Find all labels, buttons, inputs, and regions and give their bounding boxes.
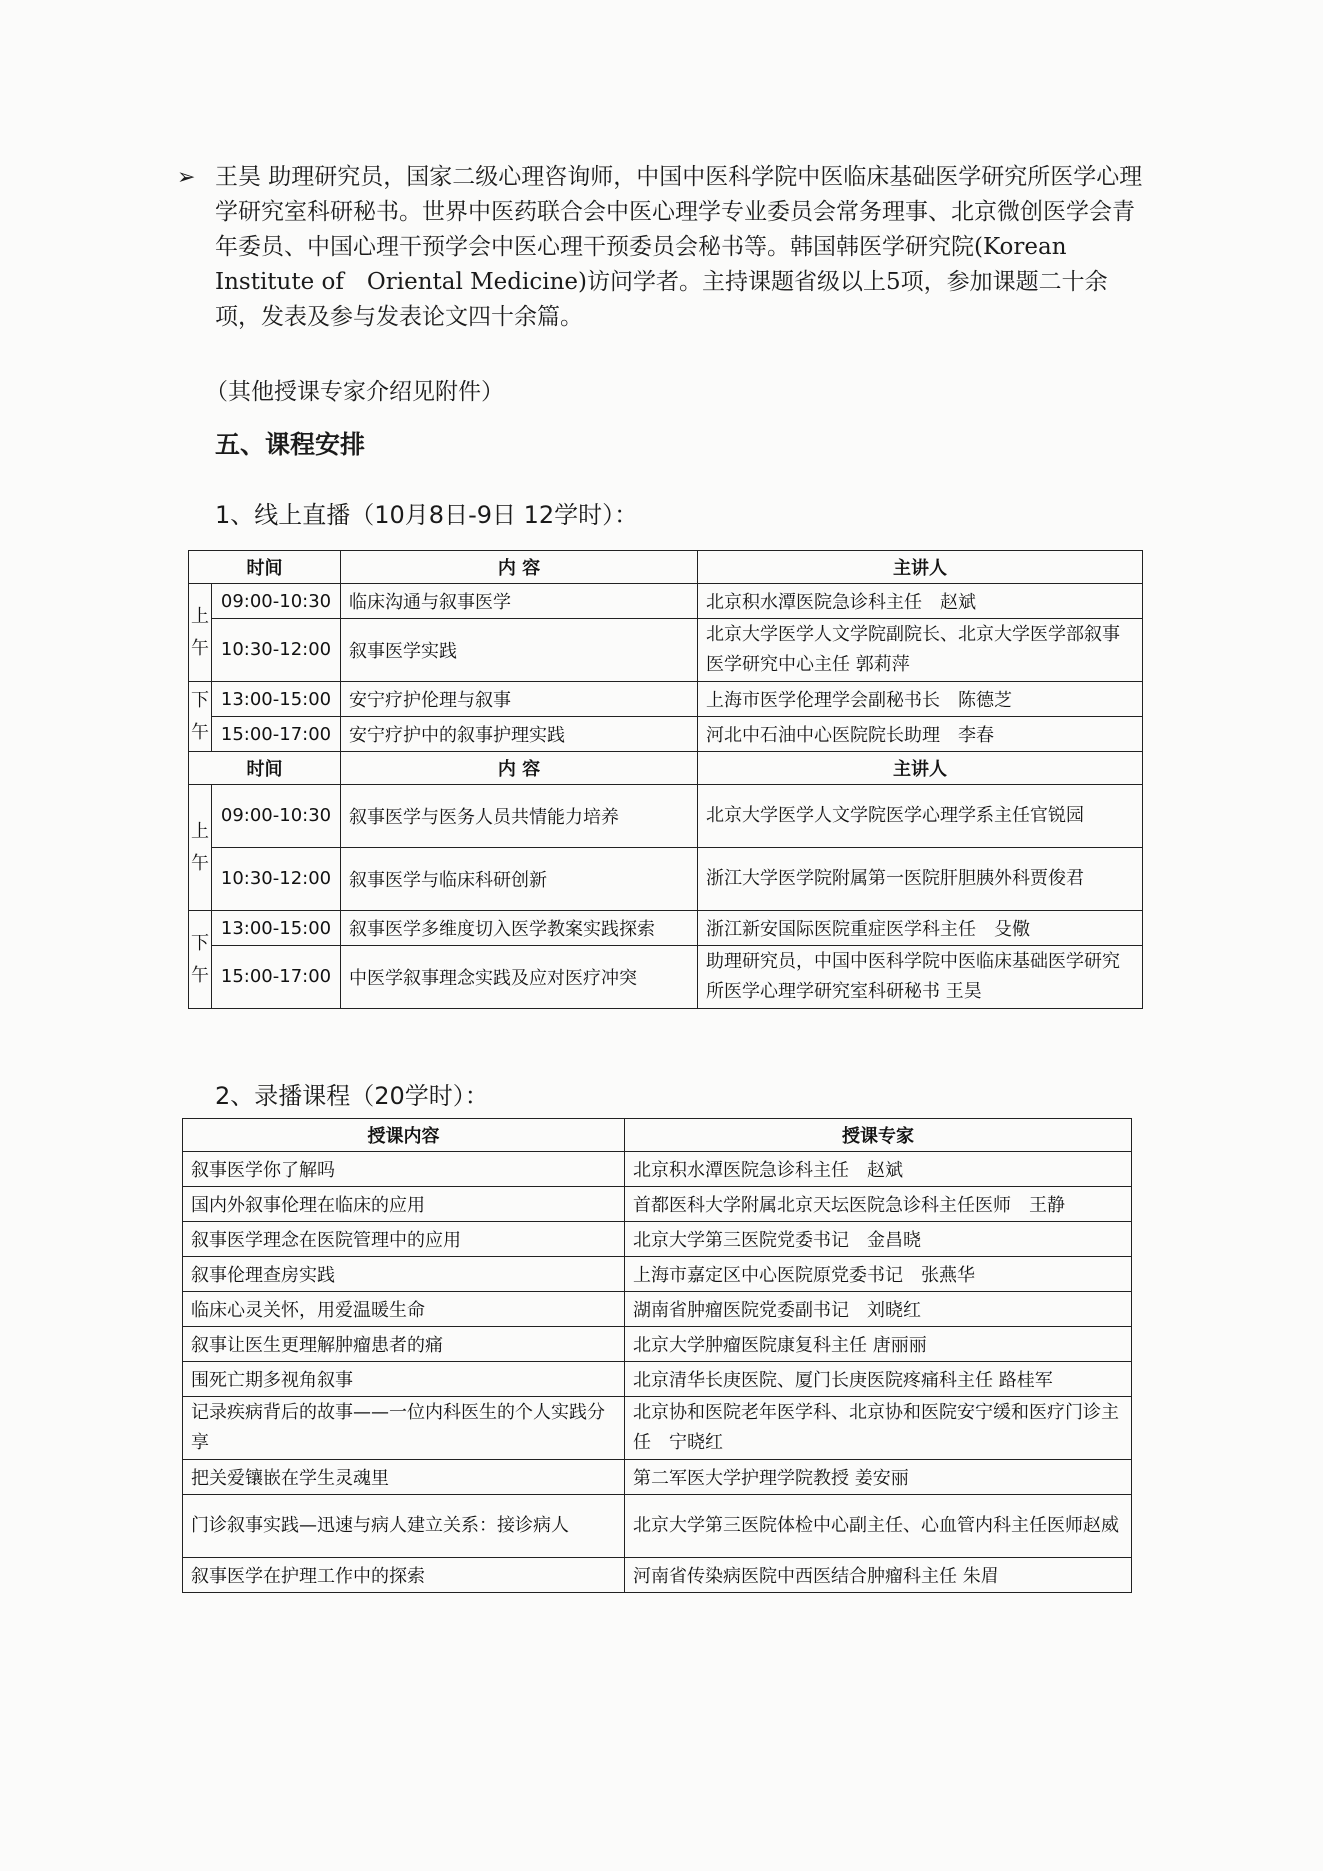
table-row [189,785,1143,848]
table-row [189,717,1143,752]
table-row [183,1187,1132,1222]
header-speaker: 主讲人 [698,752,1143,785]
expert-cell: 北京协和医院老年医学科、北京协和医院安宁缓和医疗门诊主任 宁晓红 [625,1397,1132,1460]
table-row [189,848,1143,911]
bullet-arrow-icon: ➢ [177,165,196,190]
pm-label: 下 午 [189,682,212,752]
time-cell: 15:00-17:00 [212,946,341,1009]
table-row [189,619,1143,682]
table-row [183,1292,1132,1327]
recorded-courses-table [182,1118,1132,1593]
other-experts-note: （其他授课专家介绍见附件） [205,379,504,405]
expert-cell: 北京清华长庚医院、厦门长庚医院疼痛科主任 路桂军 [625,1362,1132,1397]
table-row [183,1495,1132,1558]
time-cell: 09:00-10:30 [212,785,341,848]
table-row [189,584,1143,619]
table-row [183,1397,1132,1460]
table-row [183,1327,1132,1362]
section-title: 五、课程安排 [215,430,366,459]
table-header-row [183,1119,1132,1152]
header-time: 时间 [189,551,341,584]
course-cell: 叙事医学在护理工作中的探索 [183,1558,625,1593]
content-cell: 安宁疗护伦理与叙事 [341,682,698,717]
content-cell: 中医学叙事理念实践及应对医疗冲突 [341,946,698,1009]
live-heading: 1、线上直播（10月8日-9日 12学时）： [215,501,639,529]
speaker-cell: 北京大学医学人文学院医学心理学系主任官锐园 [698,785,1143,848]
header-content: 内 容 [341,551,698,584]
speaker-cell: 浙江大学医学院附属第一医院肝胆胰外科贾俊君 [698,848,1143,911]
pm-label: 下 午 [189,911,212,1009]
table-row [189,682,1143,717]
expert-cell: 首都医科大学附属北京天坛医院急诊科主任医师 王静 [625,1187,1132,1222]
expert-cell: 北京大学第三医院体检中心副主任、心血管内科主任医师赵威 [625,1495,1132,1558]
header-speaker: 主讲人 [698,551,1143,584]
time-cell: 13:00-15:00 [212,682,341,717]
course-cell: 把关爱镶嵌在学生灵魂里 [183,1460,625,1495]
recorded-heading: 2、录播课程（20学时）： [215,1082,489,1110]
table-row [189,946,1143,1009]
header-time: 时间 [189,752,341,785]
course-cell: 叙事让医生更理解肿瘤患者的痛 [183,1327,625,1362]
speaker-cell: 北京积水潭医院急诊科主任 赵斌 [698,584,1143,619]
expert-cell: 北京大学肿瘤医院康复科主任 唐丽丽 [625,1327,1132,1362]
course-cell: 国内外叙事伦理在临床的应用 [183,1187,625,1222]
time-cell: 10:30-12:00 [212,848,341,911]
course-cell: 叙事医学理念在医院管理中的应用 [183,1222,625,1257]
speaker-cell: 河北中石油中心医院院长助理 李春 [698,717,1143,752]
table-row [183,1222,1132,1257]
content-cell: 叙事医学实践 [341,619,698,682]
table-row [183,1558,1132,1593]
speaker-cell: 助理研究员，中国中医科学院中医临床基础医学研究所医学心理学研究室科研秘书 王昊 [698,946,1143,1009]
speaker-cell: 上海市医学伦理学会副秘书长 陈德芝 [698,682,1143,717]
expert-cell: 北京大学第三医院党委书记 金昌晓 [625,1222,1132,1257]
expert-cell: 北京积水潭医院急诊科主任 赵斌 [625,1152,1132,1187]
table-header-row [189,551,1143,584]
expert-cell: 第二军医大学护理学院教授 姜安丽 [625,1460,1132,1495]
course-cell: 临床心灵关怀，用爱温暖生命 [183,1292,625,1327]
speaker-cell: 浙江新安国际医院重症医学科主任 殳儆 [698,911,1143,946]
course-cell: 门诊叙事实践—迅速与病人建立关系：接诊病人 [183,1495,625,1558]
header-course-content: 授课内容 [183,1119,625,1152]
table-row [183,1152,1132,1187]
speaker-bio [177,160,1145,335]
content-cell: 叙事医学多维度切入医学教案实践探索 [341,911,698,946]
header-content: 内 容 [341,752,698,785]
content-cell: 安宁疗护中的叙事护理实践 [341,717,698,752]
table-header-row [189,752,1143,785]
content-cell: 临床沟通与叙事医学 [341,584,698,619]
table-row [183,1460,1132,1495]
time-cell: 09:00-10:30 [212,584,341,619]
time-cell: 15:00-17:00 [212,717,341,752]
content-cell: 叙事医学与医务人员共情能力培养 [341,785,698,848]
course-cell: 围死亡期多视角叙事 [183,1362,625,1397]
expert-cell: 湖南省肿瘤医院党委副书记 刘晓红 [625,1292,1132,1327]
bio-text: 王昊 助理研究员，国家二级心理咨询师，中国中医科学院中医临床基础医学研究所医学心理学研究室科研秘书。世界中医药联合会中医心理学专业委员会常务理事、北京微创医学会青年委员、中国心理干预学会中医心理干预委员会秘书等。韩国韩医学研究院(Korean Institute of Oriental Medicine)访问学者。主持课题省级以上5项，参加课题二十余项，发表及参与发表论文四十余篇。 [215,164,1143,330]
am-label: 上 午 [189,785,212,911]
time-cell: 10:30-12:00 [212,619,341,682]
course-cell: 叙事医学你了解吗 [183,1152,625,1187]
header-expert: 授课专家 [625,1119,1132,1152]
live-schedule-table [188,550,1143,1009]
expert-cell: 河南省传染病医院中西医结合肿瘤科主任 朱眉 [625,1558,1132,1593]
course-cell: 记录疾病背后的故事——一位内科医生的个人实践分享 [183,1397,625,1460]
time-cell: 13:00-15:00 [212,911,341,946]
table-row [183,1257,1132,1292]
am-label: 上 午 [189,584,212,682]
table-row [189,911,1143,946]
course-cell: 叙事伦理查房实践 [183,1257,625,1292]
speaker-cell: 北京大学医学人文学院副院长、北京大学医学部叙事医学研究中心主任 郭莉萍 [698,619,1143,682]
content-cell: 叙事医学与临床科研创新 [341,848,698,911]
table-row [183,1362,1132,1397]
expert-cell: 上海市嘉定区中心医院原党委书记 张燕华 [625,1257,1132,1292]
